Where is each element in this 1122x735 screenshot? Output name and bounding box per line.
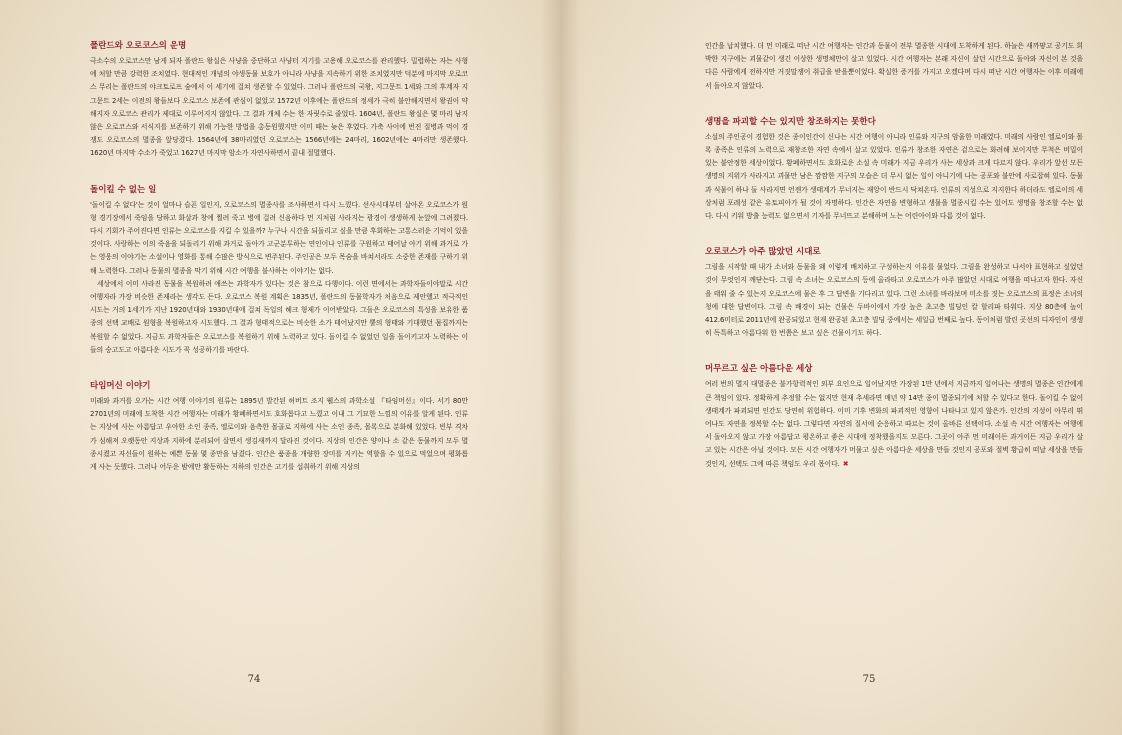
body-paragraph <box>705 378 1083 470</box>
right-page <box>561 0 1122 735</box>
body-text: 여러 번의 멸지 대멸종은 불가항력적인 외부 요인으로 일어났지만 가장된 1만 년에서 지금까지 일어나는 생명의 멸종은 인간에게 큰 책임이 있다. 정확하게 추정할 수는 없지만 현재 추세라면 매년 약 14만 종이 멸종되기에 처할 수 있다고 한다. 돌이킬 수 없이 생태계가 파괴되면 인간도 당연히 위험하다. 이미 기후 변화의 파괴적인 영향이 나타나고 있지 않은가. 인간의 지성이 아무리 뛰어나도 자연을 정복할 수는 없다. 그렇다면 자연의 질서에 순응하고 따르는 것이 올바른 선택이다. 소설 속 시간 여행자는 여행에서 돌아오지 않고 가장 아름답고 평온하고 좋은 시대에 정착했을지도 모른다. 그곳이 아주 먼 미래이든 과거이든 지금 우리가 살고 있는 시간은 아닐 것이다. 모든 시간 여행자가 머물고 싶은 아름다운 세상을 만들 것인지 공포와 절벽 황급히 떠날 세상을 만들 것인지, 선택도 그에 따른 책임도 우리 몫이다. <box>705 380 1083 468</box>
section-heading: 타임머신 이야기 <box>90 381 151 392</box>
body-paragraph: 그림을 시작할 때 내가 소녀와 동물을 왜 이렇게 배치하고 구성하는지 이유를 물었다. 그림을 완성하고 나서야 표현하고 싶었던 것이 무엇인지 깨닫는다. 그림 속 소녀는 오로코스의 등에 올라타고 오로코스가 아주 많았던 시대로 여행을 떠나고자 한다. 자신을 태워 줄 수 있는지 오로코스에 물은 후 그 답변을 기다리고 있다. 그런 소녀를 바라보며 미소를 짓는 오로코스의 표정은 소녀의 청에 대한 답변이다. 그림 속 배경이 되는 건물은 두바이에서 가장 높은 초고층 빌딩인 칼 할리파 타워다. 지상 80층에 높이 412.6미터로 2011년에 완공되었고 현재 완공된 초고층 빌딩 중에서는 세일급 번째로 높다. 동이처럼 발린 곳선의 디자인이 생생히 독특하고 아름다워 한 번쯤은 보고 싶은 건물이기도 하다. <box>705 263 1083 338</box>
section-heading: 오로코스가 아주 많았던 시대로 <box>705 247 821 258</box>
page-number: 74 <box>247 674 261 685</box>
body-paragraph: 소설의 주인공이 경험한 것은 종이인간이 신나는 시간 여행이 아니라 인류와 지구의 암울한 미래였다. 미래의 사람인 엘로이와 몰록 종족은 인류의 노력으로 재창조한 자연 속에서 살고 있었다. 인류가 창조한 자연은 겉으로는 화려해 보이지만 무척은 비밀이 있는 불안정한 세상이었다. 황폐하면서도 호화로운 소설 속 미래가 지금 우리가 사는 세상과 크게 다르지 않다. 우리가 앞선 모든 생명의 지위가 사라지고 괴물만 남은 깜깜한 지구의 모습은 더 무시 없는 일이 아니기에 나는 공포와 불안에 사로잡혀 있다. 동물과 식물이 하나 둘 사라지면 언젠가 생태계가 무너지는 재앙이 반드시 닥쳐온다. 인류의 지성으로 지지한다 하더라도 엘로이의 세상처럼 포레성 같은 유토피아가 될 것이 자명하다. 인간은 자연을 변형하고 생물을 멸종시킬 수는 있어도 생명을 창조할 수는 없다. 다시 키워 방출 능력도 없으면서 기자를 무너뜨고 분해하며 노는 어린아이와 다름 것이 없다. <box>705 132 1083 221</box>
page-number: 75 <box>862 674 876 685</box>
end-mark-icon: ✖ <box>842 459 849 468</box>
body-paragraph: 미래와 과거를 오가는 시간 여행 이야기의 원류는 1895년 발간된 허버트 조지 웰스의 과학소설 『타임머신』이다. 서기 80만 2701년의 미래에 도착한 시간 여행자는 미래가 황폐하면서도 호화롭다고 느꼈고 이내 그 기묘한 느낌의 이유를 알게 된다. 인류는 지상에 사는 아름답고 우아한 소인 종족, 엘로이와 음측한 몰골로 지하에 사는 소인 종족, 몰록으로 분화해 있었다. 빈부 격차가 심해져 오랫동안 지상과 지하에 분리되어 살면서 생김새까지 달라진 것이다. 지상의 인간은 양이나 소 같은 동물까지 모두 멸종시켰고 자신들이 원하는 예쁜 동물 몇 종만을 남겼다. 인간은 품종을 개량한 장미를 지키는 역할을 수 있으로 먹었으며 평화롭게 사는 듯했다. 그러나 어두운 밤에만 활동하는 지하의 인간은 고기를 섭취하기 위해 지상의 <box>90 397 468 472</box>
body-paragraph: 극소수의 오로코스만 남게 되자 폴란드 왕실은 사냥을 중단하고 사냥터 지기를 고용해 오로코스를 관리했다. 밀렵하는 자는 사형에 처할 만큼 강력한 조치였다. 현대적인 개념의 야생동물 보호가 아니라 사냥을 지속하기 위한 조치였지만 덕분에 마지막 오로코스 무리는 폴란드의 야크토로프 숲에서 이 세기에 걸쳐 생존할 수 있었다. 그러나 폴란드의 국왕, 지그문트 1세와 그의 후계자 지그문트 2세는 이전의 왕들보다 오로코스 보존에 관심이 없었고 1572년 이후에는 폴란드의 정세가 극히 불안해지면서 왕권이 약해지자 오로코스 관리가 제대로 이루어지지 않았다. 그 결과 개체 수는 한 자릿수로 줄었다. 1604년, 폴란드 왕실은 몇 마리 남지 않은 오로코스와 서식지를 보존하기 위해 가능한 방법을 총동원했지만 이미 때는 늦은 후였다. 가축 사이에 번진 질병과 먹이 경쟁도 오로코스의 멸종을 앞당겼다. 1564년에 38마리였던 오로코스는 1566년에는 24마리, 1602년에는 4마리만 생존했다. 1620년 마지막 수소가 죽었고 1627년 마지막 암소가 자연사하면서 끝내 절멸했다. <box>90 57 468 158</box>
body-paragraph: 인간을 납치했다. 더 먼 미래로 떠난 시간 여행자는 인간과 동물이 전부 멸종한 시대에 도착하게 된다. 하늘은 새까맣고 공기도 희박한 지구에는 괴물같이 생긴 이상한 생명체만이 살고 있었다. 시간 여행자는 본래 자신이 살던 시간으로 돌아와 자신이 본 것을 다른 사람에게 전하지만 거짓말쟁이 취급을 받을뿐이었다. 확실한 증거를 가지고 오겠다며 다시 떠난 시간 여행자는 이후 미래에서 돌아오지 않았다. <box>705 42 1083 90</box>
section-heading: 생명을 파괴할 수는 있지만 창조하지는 못한다 <box>705 116 876 127</box>
right-text-column <box>705 40 1083 471</box>
section-heading: 폴란드와 오로코스의 운명 <box>90 41 187 51</box>
body-paragraph: 세상에서 이미 사라진 동물을 복원하려 애쓰는 과학자가 있다는 것은 참으로 다행이다. 이런 면에서는 과학자들이야말로 시간 여행자라 가장 비슷한 존재라는 생각도 든다. 오로코스 복원 계획은 1835년, 폴란드의 동물학자가 처음으로 제안했고 적극적인 시도는 거의 1세기가 지난 1920년대와 1930년대에 걸쳐 독일의 헤크 형제가 이어받았다. 그들은 오로코스의 특성을 보유한 품종의 선택 교배로 원형을 복원하고자 시도했다. 그 결과 형태적으로는 비슷한 소가 태어났지만 뿔의 형태와 기대했던 몸집까지는 복원할 수 없었다. 지금도 과학자들은 오로코스를 복원하기 위해 노력하고 있다. 돌이킬 수 없었던 일을 돌이키고자 노력하는 이들의 숭고도고 아름다운 시도가 꼭 성공하기를 바란다. <box>90 279 468 354</box>
body-paragraph: '돌이킬 수 없다'는 것이 얼마나 슬픈 일인지, 오로코스의 멸종사를 조사하면서 다시 느꼈다. 선사시대부터 살아온 오로코스가 원형 경기장에서 죽임을 당하고 화살과 창에 찔려 죽고 병에 걸려 신음하다 먼 지처럼 사라지는 광경이 생생하게 눈앞에 그려졌다. 다시 기회가 주어진다면 인류는 오로코스를 지킬 수 있을까? 누구나 시간을 되돌리고 싶을 만큼 후회하는 고통스러운 기억이 있을 것이다. 사랑하는 이의 죽음을 되돌리기 위해 과거로 돌아가 고군분투하는 연인이나 인류를 구원하고 태어날 아기 위해 과거로 가는 영웅의 이야기는 소설이나 영화를 통해 수많은 방식으로 변주된다. 주인공은 모두 목숨을 바쳐서라도 소중한 존재를 구하기 위해 노력한다. 그러나 동물의 멸종을 막기 위해 시간 여행을 불사하는 이야기는 없다. <box>90 200 468 275</box>
left-text-column <box>90 40 468 474</box>
section-heading: 머무르고 싶은 아름다운 세상 <box>705 364 813 375</box>
section-heading: 돌이킬 수 없는 일 <box>90 184 157 195</box>
